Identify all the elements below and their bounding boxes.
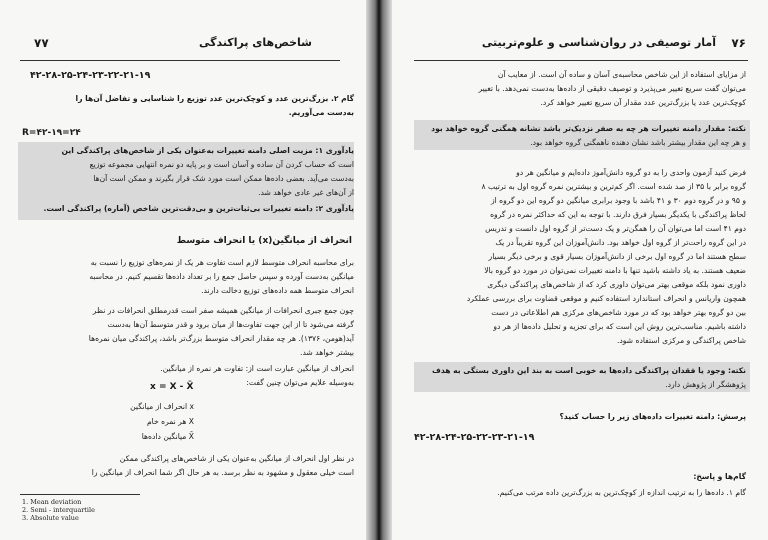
legend-mean: X̄ میانگین داده‌ها [141,432,194,441]
reminder2-line: یادآوری ۲: دامنه تغییرات بی‌ثبات‌ترین و بی‌دقت‌ترین شاخص (آماره) پراکندگی است. [43,204,354,213]
right-para2-line-9: داوری نمود بلکه موقعی بهتر می‌توان داوری کرد که از شاخص‌های پراکندگی دیگری [487,280,746,289]
note2-line-2: پژوهشگر از پژوهش دارد. [665,380,746,389]
footnote-3: 3. Absolute value [22,514,79,522]
para1-line-2: میانگین به‌دست آورده و سپس حاصل جمع را بر تعداد داده‌ها تقسیم کنیم. در محاسبه [89,272,354,281]
step2-line-2: به‌دست می‌آوریم. [288,108,354,117]
right-para1-line-3: کوچک‌ترین عدد یا بزرگ‌ترین عدد مقدار آن سریع تغییر خواهد کرد. [540,98,746,107]
right-para2-line-10: همچون واریانس و انحراف استاندارد استفاده کنیم و موقعی قضاوت برای بررسی عملکرد [466,294,746,303]
right-page [384,0,768,540]
book-gutter [366,0,392,540]
legend-raw-score: X هر نمره خام [146,417,194,426]
left-sequence: ۴۲-۲۸-۲۵-۲۴-۲۳-۲۲-۲۱-۱۹ [30,70,151,81]
right-para2-line-11: بین دو گروه بهتر خواهد بود که در مورد شاخص‌های مرکزی هم اطلاعاتی در دست [491,308,746,317]
para1-line-6: آید(هومن، ۱۳۷۶). هر چه مقدار انحراف متوسط بزرگ‌تر باشد، پراکندگی میان نمره‌ها [88,334,354,343]
right-para2-line-4: لحاظ پراکندگی با یکدیگر بسیار فرق دارند. با توجه به این که حداکثر نمره در گروه [490,210,746,219]
step1: گام ۱. داده‌ها را به ترتیب اندازه از کوچک‌ترین به بزرگ‌ترین داده مرتب می‌کنیم. [497,488,746,497]
para1-line-4: چون جمع جبری انحرافات از میانگین همیشه صفر است قدرمطلق انحرافات در نظر [92,306,354,315]
para1-line-8: انحراف از میانگین عبارت است از: تفاوت هر نمره از میانگین. [160,364,354,373]
para1-line-1: برای محاسبه انحراف متوسط لازم است تفاوت هر یک از نمره‌های توزیع را نسبت به [90,258,354,267]
reminder-line-4: از آن‌های غیر عادی خواهد شد. [258,188,354,197]
right-header [416,36,746,56]
para1-line-5: گرفته می‌شود تا از این جهت تفاوت‌ها از میان برود و قدر متوسط آن‌ها به‌دست [107,320,354,329]
left-page-number: ۷۷ [34,36,49,50]
legend-deviation: x انحراف از میانگین [130,402,194,411]
right-page-title: آمار توصیفی در روان‌شناسی و علوم‌تربیتی [481,36,716,49]
footnote-2: 2. Semi - interquartile [22,506,95,514]
right-header-rule [414,60,748,61]
para1-line-3: انحراف متوسط همه داده‌های توزیع دخالت دارند. [201,286,354,295]
left-header [34,36,334,56]
reminder-line-3: به‌دست می‌آید. بعضی داده‌ها ممکن است مورد شک قرار بگیرند و ممکن است آن‌ها [93,174,354,183]
right-para2-line-5: دوم ۴۱ است اما می‌توان آن را همگن‌تر و یک دست‌تر از گروه اول دانست و تدریس [485,224,746,233]
right-para2-line-6: در این گروه راحت‌تر از گروه اول خواهد بود. دانش‌آموزان این گروه تقریباً در یک [495,238,746,247]
question-sequence: ۴۲-۲۸-۲۴-۲۵-۲۲-۲۳-۲۱-۱۹ [414,432,535,443]
section-heading: انحراف از میانگین(x) یا انحراف متوسط [176,236,352,246]
range-formula: R=۴۲-۱۹=۲۴ [22,128,81,138]
para2-line-2: است خیلی معقول و مشهود به نظر برسد. به هر حال اگر شما انحراف از میانگین را [91,468,354,477]
deviation-formula: x = X - X̄ [150,382,194,392]
steps-heading: گام‌ها و پاسخ: [693,472,746,481]
right-para2-line-1: فرض کنید آزمون واحدی را به دو گروه دانش‌آموز داده‌ایم و میانگین هر دو [516,168,746,177]
right-para2-line-7: سطح هستند اما در گروه اول برخی از دانش‌آموزان بسیار قوی و برخی دیگر بسیار [488,252,746,261]
footnote-1: 1. Mean deviation [22,498,82,506]
note1-line-2: و هر چه این مقدار بیشتر باشد نشان دهنده ناهمگنی گروه خواهد بود. [530,138,746,147]
para1-line-7: بیشتر خواهد شد. [300,348,354,357]
para1-line-9: به‌وسیله علایم می‌توان چنین گفت: [246,378,354,387]
left-page-title: شاخص‌های پراکندگی [198,36,312,49]
right-para2-line-13: شاخص پراکندگی و مرکزی استفاده شود. [616,336,746,345]
right-para1-line-1: از مزایای استفاده از این شاخص محاسبه‌ی آسان و ساده آن است. از معایب آن [497,70,746,79]
right-para2-line-12: داشته باشیم. مناسب‌ترین روش این است که برای تجزیه و تحلیل داده‌ها از هر دو [493,322,746,331]
left-header-rule [20,60,340,61]
note2-line-1: نکته: وجود یا فقدان پراکندگی داده‌ها به خوبی است به بند این داوری بستگی به هدف [432,366,746,375]
para2-line-1: در نظر اول انحراف از میانگین به‌عنوان یکی از شاخص‌های پراکندگی ممکن [119,454,354,463]
right-para2-line-2: گروه برابر با ۳۵ از صد شده است. اگر کم‌ترین و بیشترین نمره گروه اول به ترتیب ۸ [481,182,746,191]
note1-line-1: نکته: مقدار دامنه تغییرات هر چه به صفر نزدیک‌تر باشد نشانه همگنی گروه خواهد بود [431,124,746,133]
right-para2-line-3: و ۹۵ و در گروه دوم ۳۰ و ۴۱ باشد با وجود برابری میانگین دو گروه این دو گروه از [490,196,746,205]
right-para2-line-8: ضعیف هستند. به یاد داشته باشید تنها با دامنه تغییرات نمی‌توان در مورد دو گروه بالا [484,266,746,275]
footnote-rule [20,494,140,495]
left-page [0,0,374,540]
reminder-line-1: یادآوری ۱: مزیت اصلی دامنه تغییرات به‌عنوان یکی از شاخص‌های پراکندگی این [61,146,354,155]
question: پرسش: دامنه تغییرات داده‌های زیر را حساب کنید؟ [559,412,746,421]
right-page-number: ۷۶ [731,36,746,50]
reminder-line-2: است که حساب کردن آن ساده و آسان است و بر پایه دو نمره انتهایی مجموعه توزیع [89,160,354,169]
right-para1-line-2: می‌توان گفت سریع تغییر می‌پذیرد و توصیف دقیقی از داده‌ها به‌دست نمی‌دهد. با تغییر [478,84,746,93]
step2-line-1: گام ۲. بزرگ‌ترین عدد و کوچک‌ترین عدد توزیع را شناسایی و تفاضل آن‌ها را [75,94,354,103]
